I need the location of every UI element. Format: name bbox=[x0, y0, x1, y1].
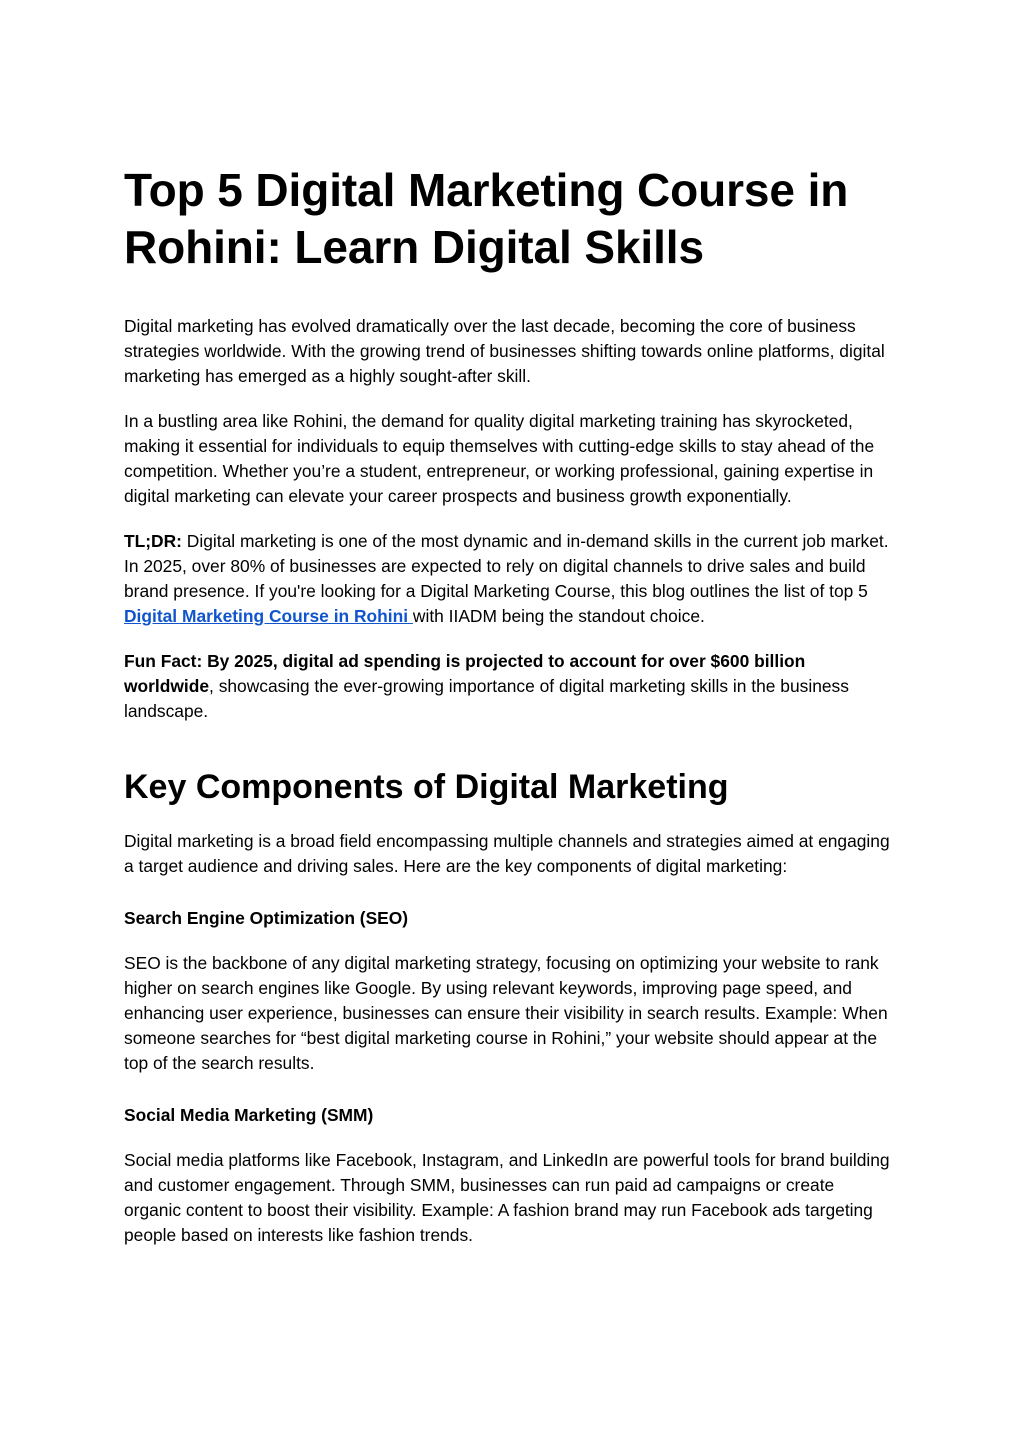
smm-heading: Social Media Marketing (SMM) bbox=[124, 1105, 374, 1125]
seo-body: SEO is the backbone of any digital marketing strategy, focusing on optimizing your website to rank higher on search engines like Google. By using relevant keywords, improving page speed, and enhancing user experience, businesses can ensure their visibility in search results. Example: When someone searches for “best digital marketing course in Rohini,” your website should appear at the top of the search results. bbox=[124, 953, 888, 1073]
fun-fact-paragraph bbox=[124, 649, 894, 724]
smm-body: Social media platforms like Facebook, Instagram, and LinkedIn are powerful tools for brand building and customer engagement. Through SMM, businesses can run paid ad campaigns or create organic content to boost their visibility. Example: A fashion brand may run Facebook ads targeting people based on interests like fashion trends. bbox=[124, 1150, 890, 1245]
section-intro: Digital marketing is a broad field encompassing multiple channels and strategies aimed at engaging a target audience and driving sales. Here are the key components of digital marketing: bbox=[124, 831, 890, 876]
tldr-text-before: Digital marketing is one of the most dynamic and in-demand skills in the current job market. In 2025, over 80% of businesses are expected to rely on digital channels to drive sales and build brand presence. If you're looking for a Digital Marketing Course, this blog outlines the list of top 5 bbox=[124, 531, 889, 601]
fun-fact-bold: Fun Fact: By 2025, digital ad spending is projected to account for over $600 billion worldwide bbox=[124, 651, 806, 696]
tldr-label: TL;DR: bbox=[124, 531, 182, 551]
tldr-paragraph bbox=[124, 529, 894, 629]
section-heading: Key Components of Digital Marketing bbox=[124, 768, 729, 806]
document-page bbox=[124, 162, 894, 1248]
intro-paragraph-1: Digital marketing has evolved dramatically over the last decade, becoming the core of business strategies worldwide. With the growing trend of businesses shifting towards online platforms, digital marketing has emerged as a highly sought-after skill. bbox=[124, 316, 885, 386]
tldr-text-after: with IIADM being the standout choice. bbox=[412, 606, 705, 626]
intro-paragraph-2: In a bustling area like Rohini, the demand for quality digital marketing training has skyrocketed, making it essential for individuals to equip themselves with cutting-edge skills to stay ahead of the competition. Whether you’re a student, entrepreneur, or working professional, gaining expertise in digital marketing can elevate your career prospects and business growth exponentially. bbox=[124, 411, 875, 506]
page-title: Top 5 Digital Marketing Course in Rohini: Learn Digital Skills bbox=[124, 164, 849, 273]
seo-heading: Search Engine Optimization (SEO) bbox=[124, 908, 409, 928]
fun-fact-rest: , showcasing the ever-growing importance of digital marketing skills in the business landscape. bbox=[124, 676, 849, 721]
course-link[interactable]: Digital Marketing Course in Rohini bbox=[124, 606, 413, 626]
